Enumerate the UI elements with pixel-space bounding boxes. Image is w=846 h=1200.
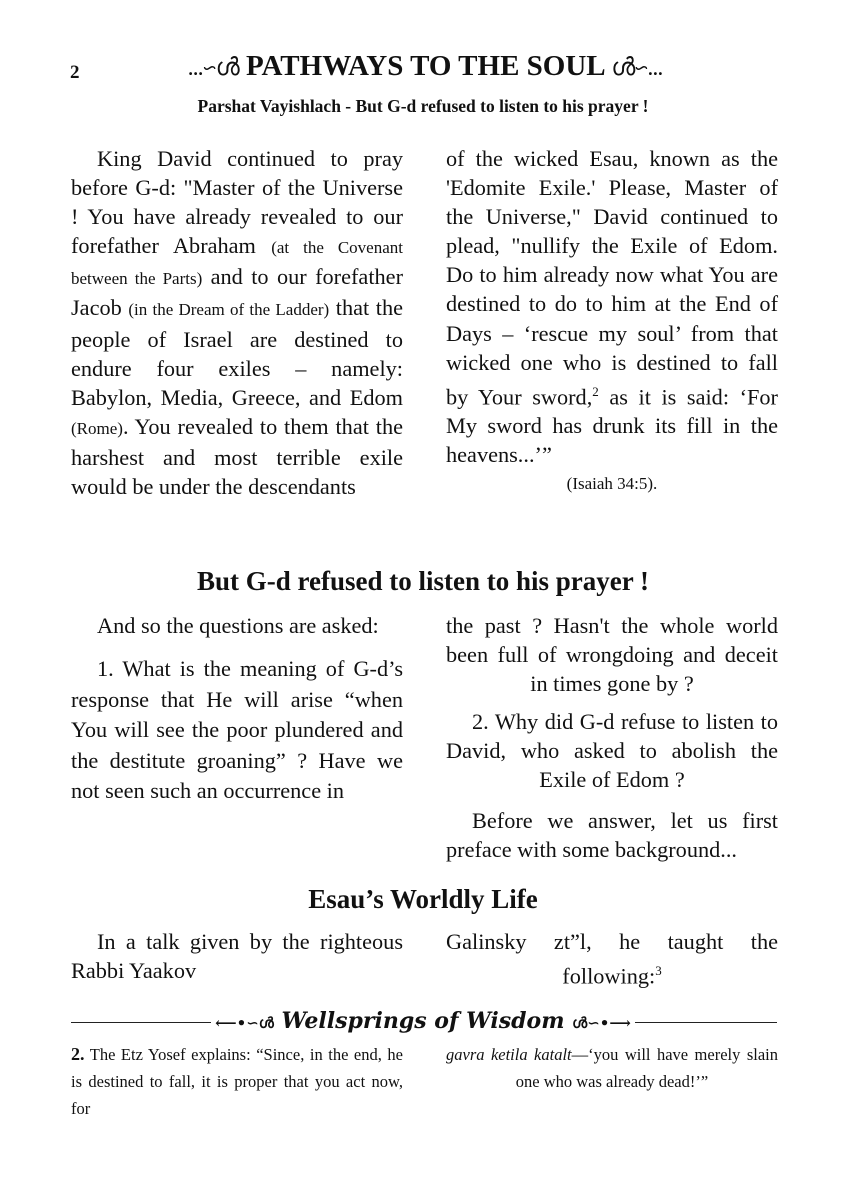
paragraph: In a talk given by the righteous Rabbi Yaakov bbox=[71, 929, 403, 984]
section2-left-column bbox=[71, 611, 403, 807]
paragraph: Before we answer, let us first preface with some background... bbox=[446, 807, 778, 862]
section3-left-column bbox=[71, 927, 403, 985]
ornament-left-icon: ⟵•∽ൾ bbox=[215, 1014, 274, 1032]
ornament-left-icon: ...∽ൾ bbox=[187, 55, 239, 81]
paragraph: 2. Why did G-d refuse to listen to David, who asked to abolish the Exile of Edom ? bbox=[446, 709, 778, 793]
paragraph: Galinsky zt”l, he taught the following:$^3$ bbox=[446, 929, 778, 989]
paragraph: 1. What is the meaning of G-d’s response that He will arise “when You will see the poor plundered and the destitute groaning” ? Have we not seen such an occurrence in bbox=[71, 656, 403, 804]
paragraph: King David continued to pray before G-d: "Master of the Universe ! You have already revealed to our forefather Abraham (at the Covenant between the Parts) and to our forefather Jacob (in the Dream of the Ladder) that the people of Israel are destined to endure four exiles – namely: Babylon, Media, Greece, and Edom (Rome). You revealed to them that the harshest and most terrible exile would be under the descendants bbox=[71, 146, 403, 500]
paragraph: of the wicked Esau, known as the 'Edomite Exile.' Please, Master of the Universe," David continued to plead, "nullify the Exile of Edom. Do to him already now what You are destined to do to him at the End of Days – ‘rescue my soul’ from that wicked one who is destined to fall by Your sword,$^2$ as it is said: ‘For My sword has drunk its fill in the heavens...’” (Isaiah 34:5). bbox=[446, 144, 778, 499]
ornament-right-icon: ൾ∽•⟶ bbox=[572, 1014, 631, 1032]
footnote-ref[interactable]: 3 bbox=[655, 963, 662, 979]
book-title: PATHWAYS TO THE SOUL bbox=[245, 50, 605, 82]
footnote-number: 2. bbox=[71, 1044, 85, 1064]
ornament-right-icon: ൾ∽... bbox=[611, 55, 663, 81]
section2-right-column bbox=[446, 611, 778, 864]
footnote-banner bbox=[0, 1008, 846, 1034]
citation: (Isaiah 34:5). bbox=[566, 474, 658, 494]
chapter-subtitle: Parshat Vayishlach - But G-d refused to listen to his prayer ! bbox=[197, 96, 649, 116]
section-heading: Esau’s Worldly Life bbox=[308, 884, 538, 914]
section1-left-column bbox=[71, 144, 403, 501]
banner-title: Wellsprings of Wisdom bbox=[281, 1008, 565, 1034]
section-heading: But G-d refused to listen to his prayer ! bbox=[197, 566, 649, 596]
footnote-ref[interactable]: 2 bbox=[592, 383, 599, 399]
section3-right-column bbox=[446, 927, 778, 991]
footnote-left: 2. The Etz Yosef explains: “Since, in the end, he is destined to fall, it is proper that you act now, for bbox=[71, 1044, 403, 1118]
paragraph: And so the questions are asked: bbox=[97, 613, 379, 638]
footnote-right: gavra ketila katalt—‘you will have merely slain one who was already dead!’” bbox=[446, 1045, 778, 1091]
paragraph: the past ? Hasn't the whole world been full of wrongdoing and deceit in times gone by ? bbox=[446, 613, 778, 697]
section1-right-column bbox=[446, 144, 778, 499]
running-title bbox=[130, 50, 720, 83]
page-number: 2 bbox=[70, 62, 80, 83]
